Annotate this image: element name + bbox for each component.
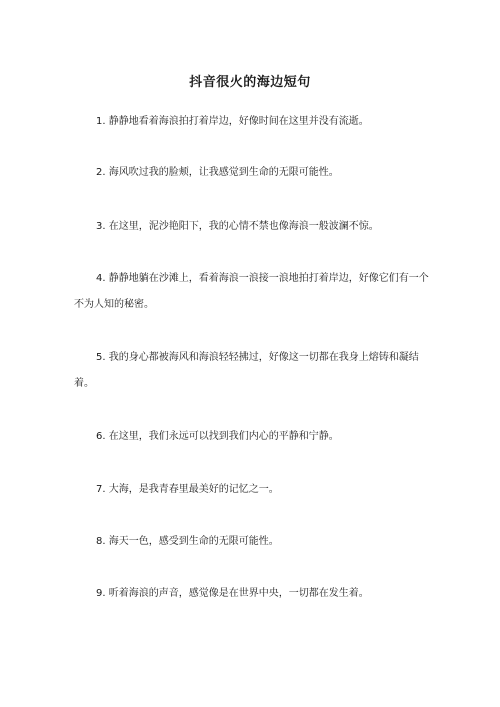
list-item: 8. 海天一色，感受到生命的无限可能性。: [96, 536, 279, 547]
list-item: 2. 海风吹过我的脸颊，让我感觉到生命的无限可能性。: [96, 167, 339, 178]
list-item: 4. 静静地躺在沙滩上，看着海浪一浪接一浪地拍打着岸边，好像它们有一个不为人知的秘密。: [74, 273, 429, 310]
list-item: 1. 静静地看着海浪拍打着岸边，好像时间在这里并没有流逝。: [96, 116, 369, 127]
page-title: 抖音很火的海边短句: [189, 75, 311, 90]
list-item: 6. 在这里，我们永远可以找到我们内心的平静和宁静。: [96, 431, 339, 442]
list-item: 3. 在这里，泥沙艳阳下，我的心情不禁也像海浪一般波澜不惊。: [96, 221, 379, 232]
list-item: 9. 听着海浪的声音，感觉像是在世界中央，一切都在发生着。: [96, 588, 369, 599]
list-item: 7. 大海，是我青春里最美好的记忆之一。: [96, 484, 279, 495]
list-item: 5. 我的身心都被海风和海浪轻轻拂过，好像这一切都在我身上熔铸和凝结着。: [74, 352, 419, 389]
